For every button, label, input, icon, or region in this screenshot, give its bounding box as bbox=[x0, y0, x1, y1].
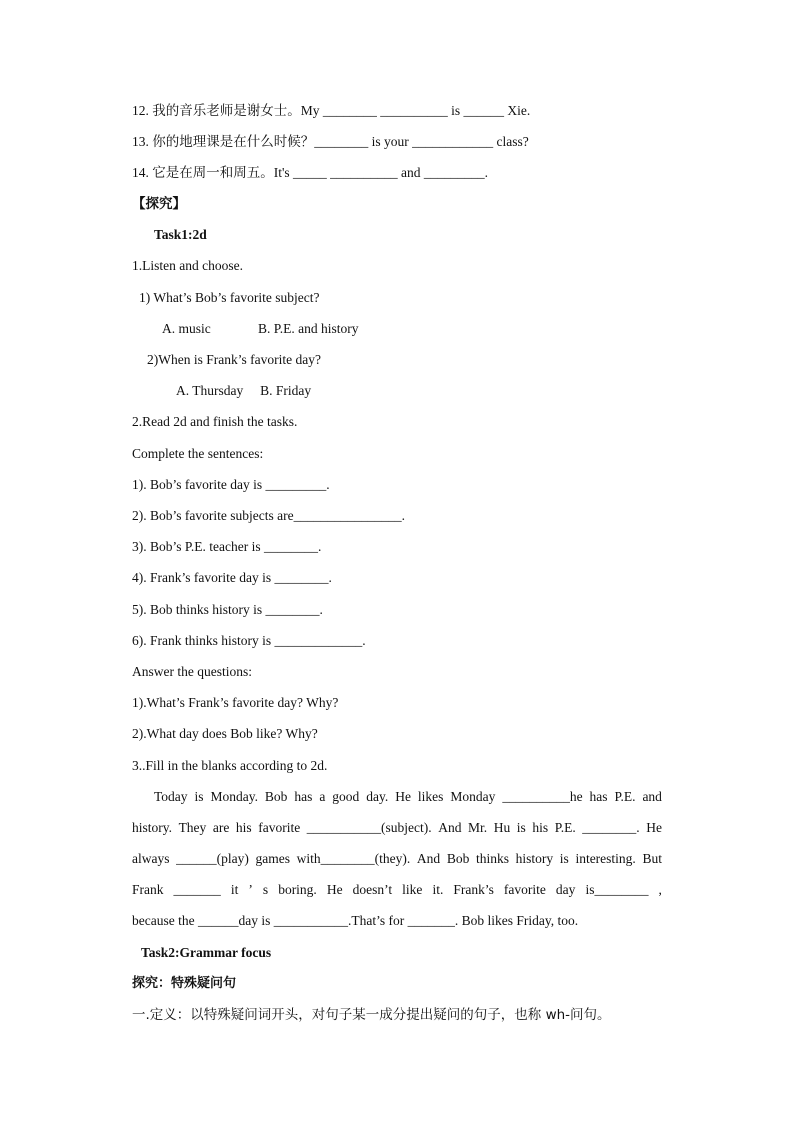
complete-item: 4). Frank’s favorite day is ________. bbox=[132, 570, 332, 585]
paragraph-word: likes bbox=[417, 789, 444, 804]
paragraph-word: He bbox=[326, 882, 343, 897]
paragraph-word: Today bbox=[154, 789, 188, 804]
paragraph-word: Monday bbox=[450, 789, 496, 804]
paragraph-word: because the ______day is ___________.That’s for _______. Bob likes Friday, too. bbox=[132, 913, 579, 928]
answer-question: 1).What’s Frank’s favorite day? Why? bbox=[132, 695, 339, 710]
paragraph-word: __________he bbox=[502, 789, 583, 804]
paragraph-word: his bbox=[235, 820, 252, 835]
paragraph-word: with________(they). bbox=[296, 851, 411, 866]
task2-title: Task2:Grammar focus bbox=[141, 945, 272, 960]
paragraph-word: good bbox=[332, 789, 360, 804]
answer-title: Answer the questions: bbox=[132, 664, 252, 679]
paragraph-word: He bbox=[395, 789, 411, 804]
paragraph-row bbox=[132, 781, 662, 812]
paragraph-word: Mr. bbox=[468, 820, 488, 835]
paragraph-word: is bbox=[559, 851, 569, 866]
q1-2-options: A. Thursday B. Friday bbox=[176, 383, 312, 398]
paragraph-word: Bob bbox=[264, 789, 288, 804]
paragraph-word: , bbox=[658, 882, 662, 897]
section-tanjiu: 【探究】 bbox=[132, 196, 186, 211]
q1-title: 1.Listen and choose. bbox=[132, 258, 243, 273]
paragraph-word: P.E. bbox=[554, 820, 576, 835]
paragraph-word: day. bbox=[366, 789, 389, 804]
paragraph-word: And bbox=[438, 820, 462, 835]
paragraph-word: and bbox=[642, 789, 662, 804]
complete-item: 5). Bob thinks history is ________. bbox=[132, 602, 323, 617]
paragraph-word: He bbox=[646, 820, 662, 835]
paragraph-word: Frank’s bbox=[453, 882, 494, 897]
paragraph-word: like bbox=[402, 882, 423, 897]
paragraph-word: interesting. bbox=[575, 851, 636, 866]
paragraph-row bbox=[132, 905, 662, 936]
paragraph-word: Hu bbox=[493, 820, 511, 835]
paragraph-word: But bbox=[642, 851, 662, 866]
paragraph-word: day bbox=[555, 882, 576, 897]
complete-item: 6). Frank thinks history is _____________. bbox=[132, 633, 366, 648]
paragraph-word: is bbox=[516, 820, 526, 835]
q3-title: 3..Fill in the blanks according to 2d. bbox=[132, 758, 328, 773]
task2-definition: 一.定义：以特殊疑问词开头，对句子某一成分提出疑问的句子，也称 wh-问句。 bbox=[132, 1007, 611, 1023]
q1-2-question: 2)When is Frank’s favorite day? bbox=[147, 352, 321, 367]
paragraph-word: Monday. bbox=[210, 789, 258, 804]
paragraph-word: it. bbox=[432, 882, 444, 897]
paragraph-word: Bob bbox=[446, 851, 470, 866]
paragraph-word: it bbox=[230, 882, 239, 897]
paragraph-word: history. bbox=[132, 820, 172, 835]
paragraph-word: Frank bbox=[132, 882, 164, 897]
exercise-14: 14. 它是在周一和周五。It's _____ __________ and _________. bbox=[132, 165, 489, 180]
q1-1-options: A. music B. P.E. and history bbox=[162, 321, 359, 336]
paragraph-word: ________. bbox=[582, 820, 640, 835]
answer-question: 2).What day does Bob like? Why? bbox=[132, 726, 318, 741]
complete-item: 2). Bob’s favorite subjects are________________. bbox=[132, 508, 405, 523]
q1-1-question: 1) What’s Bob’s favorite subject? bbox=[139, 290, 320, 305]
fill-paragraph bbox=[132, 781, 662, 936]
paragraph-word: They bbox=[178, 820, 207, 835]
paragraph-row bbox=[132, 874, 662, 905]
paragraph-word: is bbox=[194, 789, 204, 804]
paragraph-word: ___________(subject). bbox=[306, 820, 432, 835]
task1-title: Task1:2d bbox=[154, 227, 207, 242]
paragraph-word: doesn’t bbox=[352, 882, 393, 897]
paragraph-word: a bbox=[319, 789, 326, 804]
paragraph-word: are bbox=[212, 820, 230, 835]
paragraph-word: games bbox=[255, 851, 291, 866]
paragraph-word: history bbox=[515, 851, 554, 866]
paragraph-word: always bbox=[132, 851, 170, 866]
paragraph-word: is________ bbox=[585, 882, 649, 897]
paragraph-word: boring. bbox=[278, 882, 317, 897]
paragraph-word: favorite bbox=[503, 882, 546, 897]
paragraph-word: thinks bbox=[475, 851, 509, 866]
paragraph-word: And bbox=[416, 851, 441, 866]
paragraph-word: ’ bbox=[248, 882, 253, 897]
paragraph-word: favorite bbox=[258, 820, 301, 835]
paragraph-row bbox=[132, 843, 662, 874]
q2-title: 2.Read 2d and finish the tasks. bbox=[132, 414, 298, 429]
complete-item: 3). Bob’s P.E. teacher is ________. bbox=[132, 539, 322, 554]
paragraph-row bbox=[132, 812, 662, 843]
paragraph-word: has bbox=[589, 789, 608, 804]
paragraph-word: ______(play) bbox=[176, 851, 249, 866]
exercise-13: 13. 你的地理课是在什么时候？________ is your ____________ class? bbox=[132, 134, 529, 149]
paragraph-word: P.E. bbox=[614, 789, 636, 804]
complete-item: 1). Bob’s favorite day is _________. bbox=[132, 477, 330, 492]
paragraph-word: his bbox=[532, 820, 549, 835]
task2-subtitle: 探究：特殊疑问句 bbox=[132, 976, 237, 991]
paragraph-word: _______ bbox=[173, 882, 221, 897]
paragraph-word: s bbox=[262, 882, 269, 897]
paragraph-word: has bbox=[294, 789, 313, 804]
complete-title: Complete the sentences: bbox=[132, 446, 264, 461]
exercise-12: 12. 我的音乐老师是谢女士。My ________ __________ is ______ Xie. bbox=[132, 103, 531, 118]
